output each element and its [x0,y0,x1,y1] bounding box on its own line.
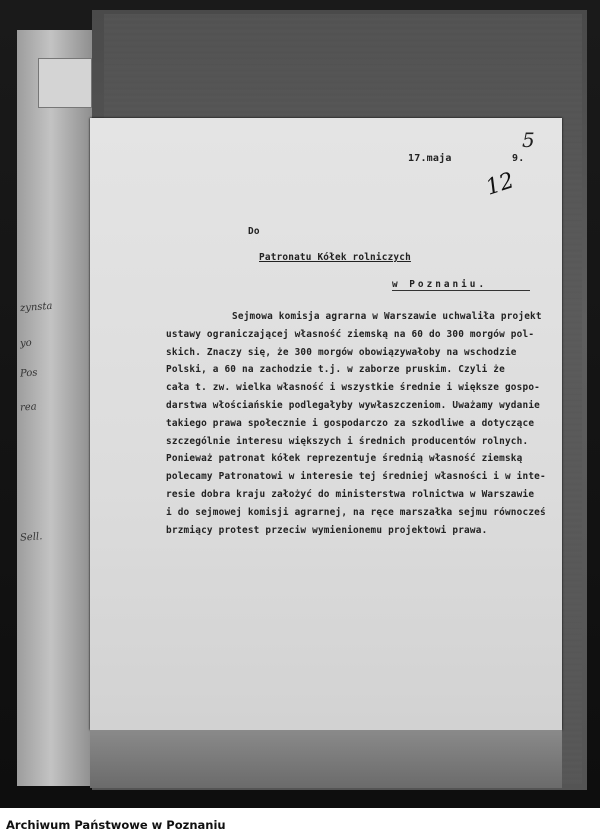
margin-note: rea [19,401,38,414]
body-line: resie dobra kraju założyć do ministerstwa rolnictwa w Warszawie [166,489,535,500]
body-line: takiego prawa społecznie i gospodarczo za szkodliwe a dotyczące [166,417,535,429]
body-line: Ponieważ patronat kółek reprezentuje średnią własność ziemską [166,453,523,465]
body-line: polecamy Patronatowi w interesie tej średniej własności i w inte- [166,471,546,483]
handwritten-folio-number: 5 [522,128,535,152]
body-line: darstwa włościańskie podlegałyby wywłaszczeniom. Uważamy wydanie [166,400,541,411]
margin-note: yo [19,337,33,350]
body-line: skich. Znaczy się, że 300 morgów obowiązywałoby na wschodzie [166,346,517,358]
salutation: Do [248,226,260,237]
body-line: Polski, a 60 na zachodzie t.j. w zaborze pruskim. Czyli że [166,364,505,376]
body-line: Sejmowa komisja agrarna w Warszawie uchwaliła projekt [232,311,542,322]
page-number: 9. [512,153,525,164]
recipient-name: Patronatu Kółek rolniczych [259,252,411,263]
body-line: szczególnie interesu większych i średnich producentów rolnych. [166,435,529,447]
body-line: brzmiący protest przeciw wymienionemu projektowi prawa. [166,524,488,536]
sheet-tab [38,58,92,108]
body-line: i do sejmowej komisji agrarnej, na ręce marszałka sejmu równocześ [166,506,546,518]
margin-note: Pos [19,367,38,380]
margin-note: zynsta [19,300,53,315]
handwritten-mark: 12 [482,168,518,201]
body-line: cała t. zw. wielka własność i wszystkie średnie i większe gospo- [166,382,541,394]
margin-note: Sell. [19,531,43,544]
archive-credit: Archiwum Państwowe w Poznaniu [6,818,226,832]
recipient-underline [392,290,530,291]
body-line: ustawy ograniczającej własność ziemską na 60 do 300 morgów pol- [166,328,535,340]
letter-date: 17.maja [408,153,452,164]
recipient-location: w Poznaniu. [392,279,488,290]
page-lower-edge [90,730,562,788]
